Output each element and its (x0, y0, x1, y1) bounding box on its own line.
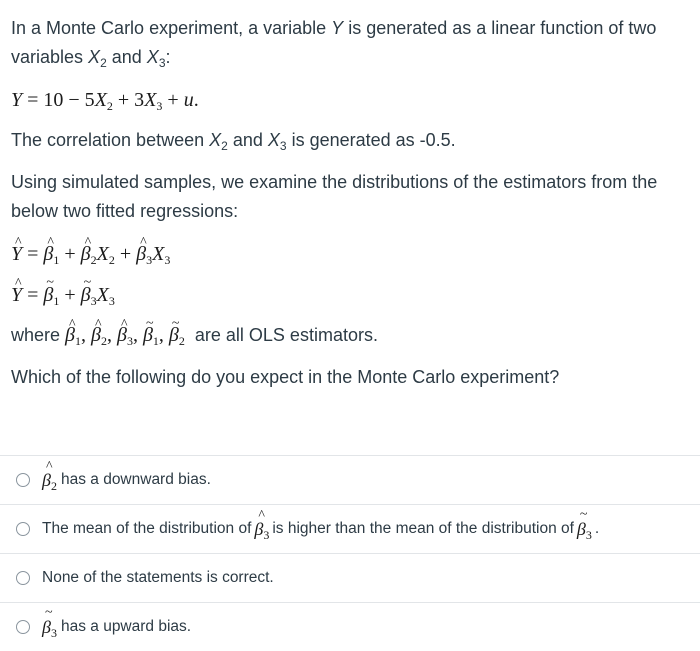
answer-label: has a upward bias. (60, 618, 192, 635)
answer-label: None of the statements is correct. (42, 569, 274, 586)
answer-label-before: The mean of the distribution of (42, 520, 252, 537)
model-equation: $Y = 10 - 5X_2 + 3X_3 + u$. (11, 89, 199, 113)
answer-option-2[interactable] (0, 504, 700, 553)
beta-tilde-3-symbol: ~ $\beta_3$ (577, 519, 592, 540)
radio-button[interactable] (16, 522, 30, 536)
radio-button[interactable] (16, 571, 30, 585)
answer-option-1[interactable] (0, 455, 700, 504)
radio-button[interactable] (16, 620, 30, 634)
answer-option-3[interactable] (0, 553, 700, 602)
answer-list (0, 455, 700, 651)
beta-hat-2-symbol: ^ $\beta_2$ (42, 470, 57, 491)
radio-button[interactable] (16, 473, 30, 487)
answer-label: has a downward bias. (60, 471, 211, 488)
answer-label-after: . (594, 520, 600, 537)
correlation-text: The correlation between $X_2$ and $X_3$ is generated as -0.5. (11, 130, 456, 153)
prompt-text: Which of the following do you expect in the Monte Carlo experiment? (11, 367, 560, 387)
beta-hat-3-symbol: ^ $\beta_3$ (254, 519, 269, 540)
regression-long: ^ Y = ^ $\beta_1$ + ^ $\beta_2X_2$ + ^ $\beta_3X_3$ (11, 239, 695, 269)
intro-text: In a Monte Carlo experiment, a variable Y is generated as a linear function of two variables $X_2$ and $X_3$: (11, 18, 657, 70)
question-body (11, 14, 695, 405)
beta-tilde-3-symbol: ~ $\beta_3$ (42, 617, 57, 638)
regression-short: ^ Y = ~ $\beta_1$ + ~ $\beta_3X_3$ (11, 280, 695, 310)
setup-text: Using simulated samples, we examine the distributions of the estimators from the below two fitted regressions: (11, 172, 658, 221)
answer-option-4[interactable] (0, 602, 700, 651)
answer-label-mid: is higher than the mean of the distribution of (272, 520, 574, 537)
where-text: where ^ $\beta_1$, ^ $\beta_2$, ^ $\beta_3$, ~ $\beta_1$, ~ $\beta_2$ are all OLS estimators. (11, 321, 695, 350)
